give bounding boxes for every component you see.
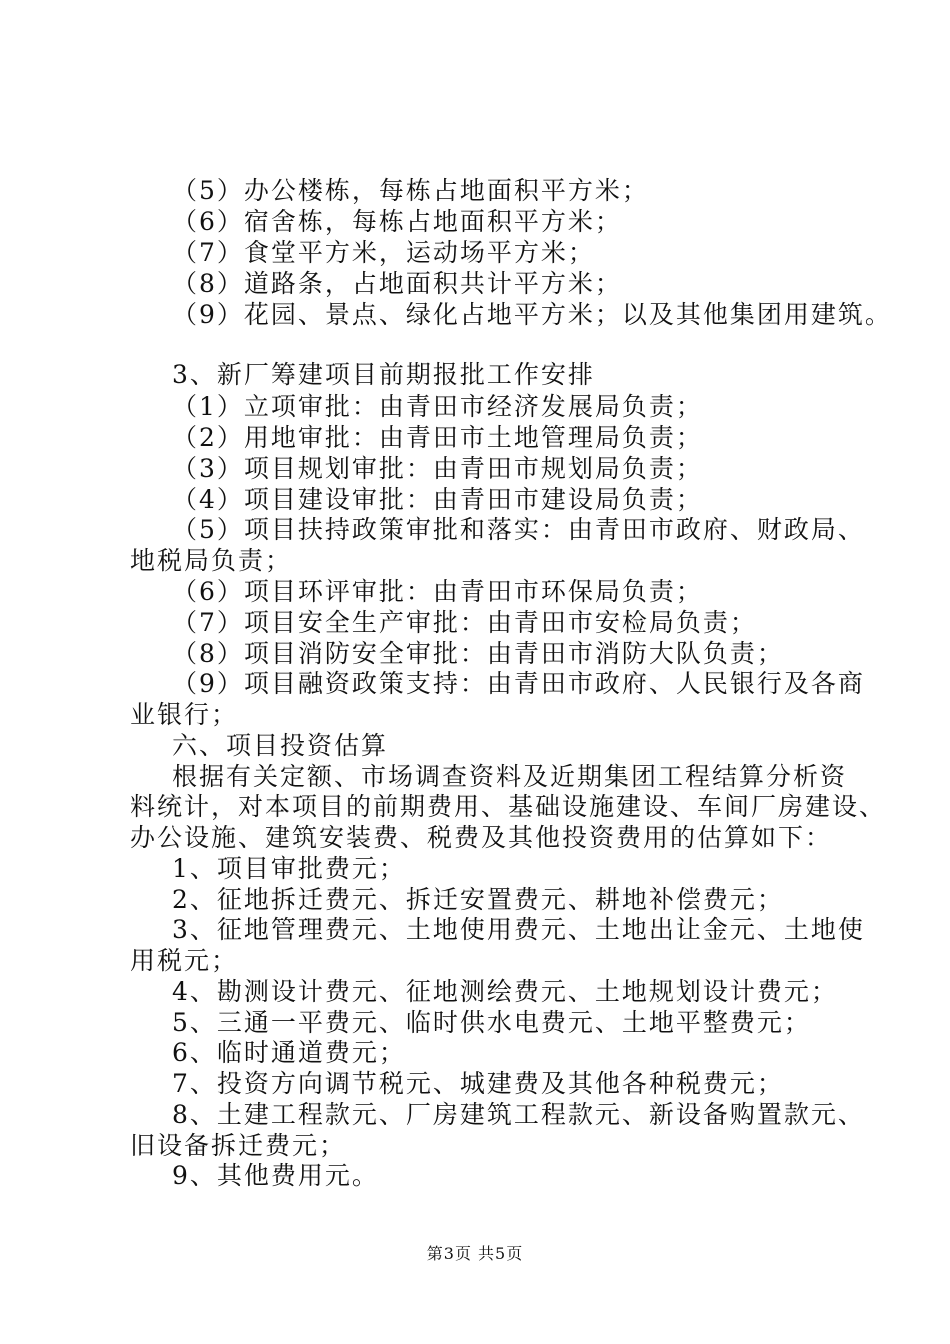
paragraph-line: 办公设施、建筑安装费、税费及其他投资费用的估算如下：: [130, 823, 833, 852]
list-item-continuation: 用税元；: [130, 946, 239, 975]
list-item: 1、项目审批费元；: [172, 854, 406, 883]
list-item: （6）项目环评审批：由青田市环保局负责；: [172, 577, 703, 606]
list-item: （8）项目消防安全审批：由青田市消防大队负责；: [172, 639, 784, 668]
list-item: （3）项目规划审批：由青田市规划局负责；: [172, 454, 703, 483]
list-item: 5、三通一平费元、临时供水电费元、土地平整费元；: [172, 1008, 811, 1037]
list-item: （2）用地审批：由青田市土地管理局负责；: [172, 423, 703, 452]
list-item: （5）项目扶持政策审批和落实：由青田市政府、财政局、: [172, 515, 865, 544]
list-item: （4）项目建设审批：由青田市建设局负责；: [172, 485, 703, 514]
list-item: 9、其他费用元。: [172, 1161, 379, 1190]
section-heading: 六、项目投资估算: [172, 731, 389, 760]
list-item: 8、土建工程款元、厂房建筑工程款元、新设备购置款元、: [172, 1100, 865, 1129]
list-item: 6、临时通道费元；: [172, 1038, 406, 1067]
list-item: （9）项目融资政策支持：由青田市政府、人民银行及各商: [172, 669, 865, 698]
list-item: 4、勘测设计费元、征地测绘费元、土地规划设计费元；: [172, 977, 838, 1006]
list-item-continuation: 业银行；: [130, 700, 239, 729]
list-item-continuation: 地税局负责；: [130, 546, 293, 575]
list-item: （7）项目安全生产审批：由青田市安检局负责；: [172, 608, 757, 637]
section-heading: 3、新厂筹建项目前期报批工作安排: [172, 360, 595, 389]
list-item: 7、投资方向调节税元、城建费及其他各种税费元；: [172, 1069, 784, 1098]
page-footer: 第3页 共5页: [426, 1244, 524, 1263]
list-item: （7）食堂平方米，运动场平方米；: [172, 238, 595, 267]
list-item: （9）花园、景点、绿化占地平方米；以及其他集团用建筑。: [172, 300, 892, 329]
list-item: 3、征地管理费元、土地使用费元、土地出让金元、土地使: [172, 915, 865, 944]
paragraph-line: 料统计，对本项目的前期费用、基础设施建设、车间厂房建设、: [130, 792, 887, 821]
paragraph-line: 根据有关定额、市场调查资料及近期集团工程结算分析资: [172, 762, 848, 791]
list-item: （1）立项审批：由青田市经济发展局负责；: [172, 392, 703, 421]
list-item: 2、征地拆迁费元、拆迁安置费元、耕地补偿费元；: [172, 885, 784, 914]
list-item: （8）道路条，占地面积共计平方米；: [172, 269, 622, 298]
list-item: （6）宿舍栋，每栋占地面积平方米；: [172, 207, 622, 236]
list-item: （5）办公楼栋，每栋占地面积平方米；: [172, 176, 649, 205]
list-item-continuation: 旧设备拆迁费元；: [130, 1131, 347, 1160]
